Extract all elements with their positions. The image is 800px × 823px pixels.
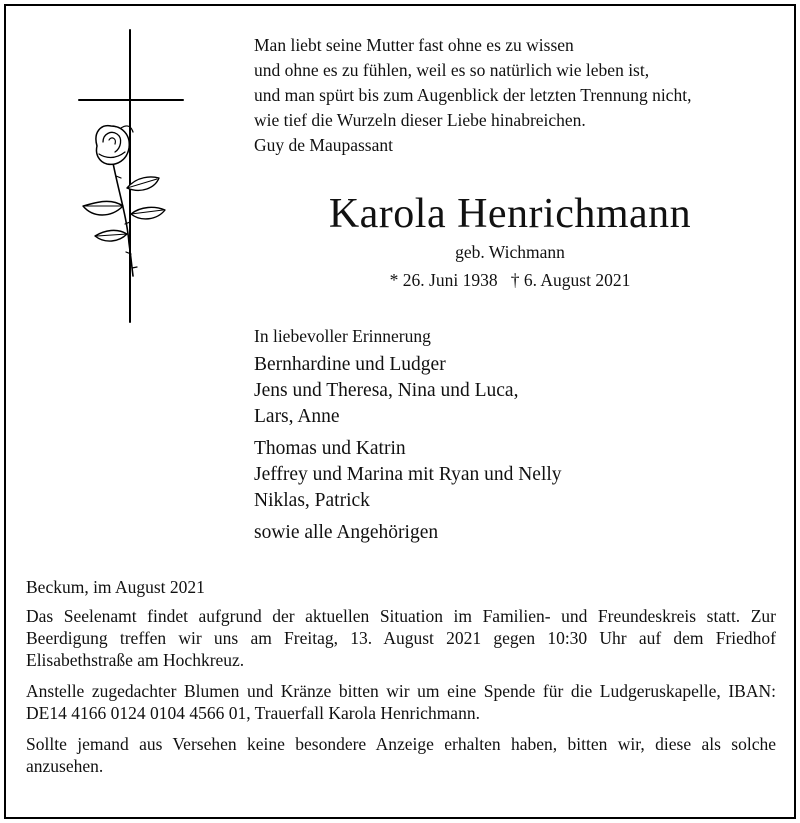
notice-paragraph: Das Seelenamt findet aufgrund der aktuellen Situation im Familien- und Freundeskreis statt. Zur Beerdigung treffen wir uns am Freitag, 13. August 2021 gegen 10:30 Uhr auf dem Friedhof Elisabethstraße am Hochkreuz. (26, 606, 776, 670)
mourner-line: sowie alle Angehörigen (254, 522, 439, 543)
quote-line: wie tief die Wurzeln dieser Liebe hinabreichen. (254, 110, 586, 130)
quote-author: Guy de Maupassant (254, 135, 394, 155)
quote-line: Man liebt seine Mutter fast ohne es zu wissen (254, 35, 574, 55)
mourner-line: Niklas, Patrick (254, 490, 370, 511)
mourner-group (254, 436, 562, 514)
notice-paragraph: Anstelle zugedachter Blumen und Kränze bitten wir um eine Spende für die Ludgeruskapelle, IBAN: DE14 4166 0124 0104 4566 01, Trauerfall Karola Henrichmann. (26, 681, 776, 723)
life-dates: * 26. Juni 1938 † 6. August 2021 (389, 270, 631, 290)
quote-line: und man spürt bis zum Augenblick der letzten Trennung nicht, (254, 85, 692, 105)
notice-paragraph: Sollte jemand aus Versehen keine besondere Anzeige erhalten haben, bitten wir, diese als solche anzusehen. (26, 734, 776, 776)
mourner-line: Jeffrey und Marina mit Ryan und Nelly (254, 464, 562, 485)
mourners-list (254, 352, 562, 552)
mourner-line: Bernhardine und Ludger (254, 354, 446, 375)
mourner-line: Jens und Theresa, Nina und Luca, (254, 380, 519, 401)
mourner-group (254, 520, 562, 546)
cross-with-rose-icon (75, 28, 185, 324)
mourner-group (254, 352, 562, 430)
mourner-line: Lars, Anne (254, 406, 340, 427)
quote-line: und ohne es zu fühlen, weil es so natürlich wie leben ist, (254, 60, 650, 80)
quote (254, 33, 691, 133)
notices (26, 605, 776, 786)
mourner-line: Thomas und Katrin (254, 438, 406, 459)
place-date: Beckum, im August 2021 (26, 577, 205, 597)
deceased-name: Karola Henrichmann (328, 191, 692, 237)
mourners-intro: In liebevoller Erinnerung (254, 326, 431, 346)
maiden-name: geb. Wichmann (455, 242, 565, 262)
